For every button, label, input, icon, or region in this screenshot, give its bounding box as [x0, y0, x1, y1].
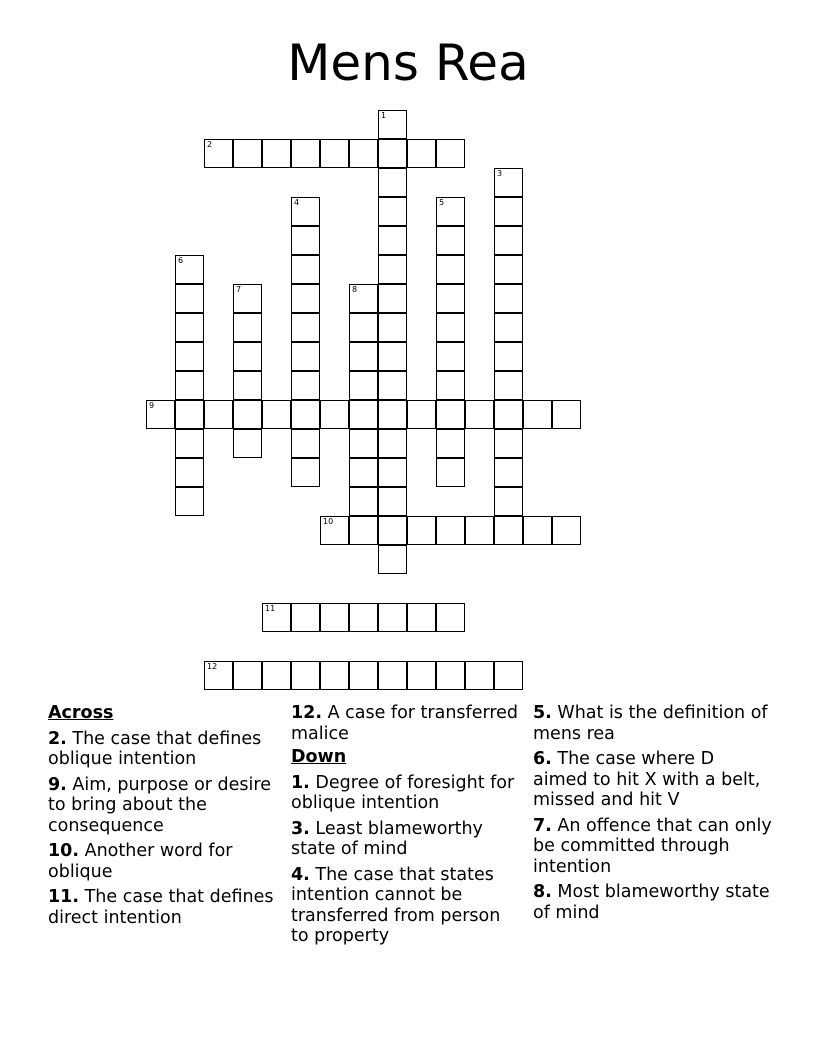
grid-cell[interactable] — [552, 400, 581, 429]
grid-cell[interactable] — [291, 313, 320, 342]
grid-cell[interactable] — [552, 516, 581, 545]
grid-cell[interactable] — [320, 516, 349, 545]
grid-cell[interactable] — [494, 226, 523, 255]
grid-cell[interactable] — [494, 284, 523, 313]
clue-number: 1 — [381, 111, 387, 120]
grid-cell[interactable] — [204, 400, 233, 429]
clue-number: 4 — [294, 198, 300, 207]
grid-cell[interactable] — [175, 313, 204, 342]
grid-cell[interactable] — [320, 400, 349, 429]
grid-cell[interactable] — [233, 371, 262, 400]
grid-cell[interactable] — [494, 400, 523, 429]
clue-down-6: 6. The case where D aimed to hit X with a belt, missed and hit V — [533, 749, 761, 810]
grid-cell[interactable] — [233, 139, 262, 168]
clue-number: 7 — [236, 285, 242, 294]
grid-cell[interactable] — [436, 197, 465, 226]
grid-cell[interactable] — [349, 139, 378, 168]
across-heading: Across — [48, 703, 114, 723]
grid-cell[interactable] — [291, 429, 320, 458]
grid-cell[interactable] — [349, 603, 378, 632]
grid-cell[interactable] — [320, 603, 349, 632]
grid-cell[interactable] — [494, 458, 523, 487]
grid-cell[interactable] — [291, 371, 320, 400]
grid-cell[interactable] — [175, 400, 204, 429]
grid-cell[interactable] — [494, 661, 523, 690]
clue-down-5: 5. What is the definition of mens rea — [533, 703, 768, 744]
clue-number: 6 — [178, 256, 184, 265]
grid-cell[interactable] — [494, 342, 523, 371]
grid-cell[interactable] — [494, 197, 523, 226]
grid-cell[interactable] — [349, 313, 378, 342]
grid-cell[interactable] — [349, 487, 378, 516]
clue-down-7: 7. An offence that can only be committed through intention — [533, 815, 772, 877]
clue-down-3: 3. Least blameworthy state of mind — [291, 818, 483, 859]
grid-cell[interactable] — [175, 284, 204, 313]
grid-cell[interactable] — [494, 371, 523, 400]
grid-cell[interactable] — [436, 603, 465, 632]
grid-cell[interactable] — [523, 400, 552, 429]
down-heading: Down — [291, 747, 347, 767]
grid-cell[interactable] — [436, 458, 465, 487]
clue-across-9: 9. Aim, purpose or desire to bring about the consequence — [48, 774, 271, 836]
grid-cell[interactable] — [378, 545, 407, 574]
grid-cell[interactable] — [378, 255, 407, 284]
clue-number: 5 — [439, 198, 445, 207]
grid-cell[interactable] — [436, 284, 465, 313]
grid-cell[interactable] — [233, 313, 262, 342]
clue-across-2: 2. The case that defines oblique intention — [48, 728, 262, 769]
grid-cell[interactable] — [262, 661, 291, 690]
clue-number: 2 — [207, 140, 213, 149]
grid-cell[interactable] — [291, 458, 320, 487]
grid-cell[interactable] — [494, 168, 523, 197]
grid-cell[interactable] — [291, 197, 320, 226]
clue-number: 10 — [323, 517, 334, 526]
grid-cell[interactable] — [436, 342, 465, 371]
grid-cell[interactable] — [291, 661, 320, 690]
clue-number: 12 — [207, 662, 218, 671]
grid-cell[interactable] — [436, 139, 465, 168]
grid-cell[interactable] — [233, 342, 262, 371]
grid-cell[interactable] — [349, 458, 378, 487]
grid-cell[interactable] — [378, 429, 407, 458]
grid-cell[interactable] — [378, 342, 407, 371]
grid-cell[interactable] — [204, 139, 233, 168]
grid-cell[interactable] — [494, 487, 523, 516]
grid-cell[interactable] — [378, 458, 407, 487]
clue-down-1: 1. Degree of foresight for oblique intention — [291, 772, 515, 813]
clue-column-2 — [291, 703, 523, 952]
clue-down-4: 4. The case that states intention cannot be transferred from person to property — [291, 864, 501, 946]
grid-cell[interactable] — [378, 110, 407, 139]
grid-cell[interactable] — [378, 313, 407, 342]
grid-cell[interactable] — [378, 197, 407, 226]
grid-cell[interactable] — [378, 284, 407, 313]
clue-across-10: 10. Another word for oblique — [48, 841, 233, 882]
grid-cell[interactable] — [436, 516, 465, 545]
grid-cell[interactable] — [436, 255, 465, 284]
grid-cell[interactable] — [349, 342, 378, 371]
grid-cell[interactable] — [349, 400, 378, 429]
grid-cell[interactable] — [436, 313, 465, 342]
grid-cell[interactable] — [291, 342, 320, 371]
clue-number: 11 — [265, 604, 276, 613]
grid-cell[interactable] — [262, 400, 291, 429]
clue-number: 8 — [352, 285, 358, 294]
grid-cell[interactable] — [175, 342, 204, 371]
grid-cell[interactable] — [436, 661, 465, 690]
grid-cell[interactable] — [378, 661, 407, 690]
grid-cell[interactable] — [233, 400, 262, 429]
grid-cell[interactable] — [378, 139, 407, 168]
grid-cell[interactable] — [523, 516, 552, 545]
grid-cell[interactable] — [494, 313, 523, 342]
grid-cell[interactable] — [407, 400, 436, 429]
grid-cell[interactable] — [262, 603, 291, 632]
grid-cell[interactable] — [494, 516, 523, 545]
clue-number: 9 — [149, 401, 155, 410]
grid-cell[interactable] — [175, 458, 204, 487]
grid-cell[interactable] — [349, 661, 378, 690]
grid-cell[interactable] — [146, 400, 175, 429]
grid-cell[interactable] — [175, 255, 204, 284]
grid-cell[interactable] — [291, 284, 320, 313]
grid-cell[interactable] — [349, 284, 378, 313]
grid-cell[interactable] — [378, 400, 407, 429]
grid-cell[interactable] — [291, 226, 320, 255]
grid-cell[interactable] — [407, 516, 436, 545]
grid-cell[interactable] — [349, 429, 378, 458]
clue-column-3 — [533, 703, 773, 928]
grid-cell[interactable] — [291, 255, 320, 284]
grid-cell[interactable] — [320, 661, 349, 690]
grid-cell[interactable] — [436, 226, 465, 255]
grid-cell[interactable] — [436, 429, 465, 458]
grid-cell[interactable] — [320, 139, 349, 168]
grid-cell[interactable] — [407, 139, 436, 168]
grid-cell[interactable] — [494, 429, 523, 458]
grid-cell[interactable] — [378, 226, 407, 255]
grid-cell[interactable] — [378, 487, 407, 516]
clue-across-12: 12. A case for transferred malice — [291, 703, 519, 744]
grid-cell[interactable] — [378, 603, 407, 632]
puzzle-title: Mens Rea — [287, 34, 529, 92]
grid-cell[interactable] — [407, 661, 436, 690]
grid-cell[interactable] — [175, 429, 204, 458]
grid-cell[interactable] — [465, 400, 494, 429]
grid-cell[interactable] — [233, 284, 262, 313]
grid-cell[interactable] — [291, 603, 320, 632]
grid-cell[interactable] — [262, 139, 291, 168]
grid-cell[interactable] — [175, 487, 204, 516]
grid-cell[interactable] — [378, 516, 407, 545]
grid-cell[interactable] — [378, 168, 407, 197]
grid-cell[interactable] — [233, 661, 262, 690]
grid-cell[interactable] — [291, 400, 320, 429]
grid-cell[interactable] — [204, 661, 233, 690]
grid-cell[interactable] — [407, 603, 436, 632]
clue-column-1 — [48, 703, 278, 933]
grid-cell[interactable] — [349, 371, 378, 400]
grid-cell[interactable] — [175, 371, 204, 400]
clue-down-8: 8. Most blameworthy state of mind — [533, 882, 770, 923]
grid-cell[interactable] — [349, 516, 378, 545]
grid-cell[interactable] — [465, 661, 494, 690]
grid-cell[interactable] — [436, 400, 465, 429]
grid-cell[interactable] — [436, 371, 465, 400]
grid-cell[interactable] — [233, 429, 262, 458]
grid-cell[interactable] — [378, 371, 407, 400]
grid-cell[interactable] — [291, 139, 320, 168]
clue-number: 3 — [497, 169, 503, 178]
grid-cell[interactable] — [465, 516, 494, 545]
clue-across-11: 11. The case that defines direct intention — [48, 887, 274, 928]
grid-cell[interactable] — [494, 255, 523, 284]
